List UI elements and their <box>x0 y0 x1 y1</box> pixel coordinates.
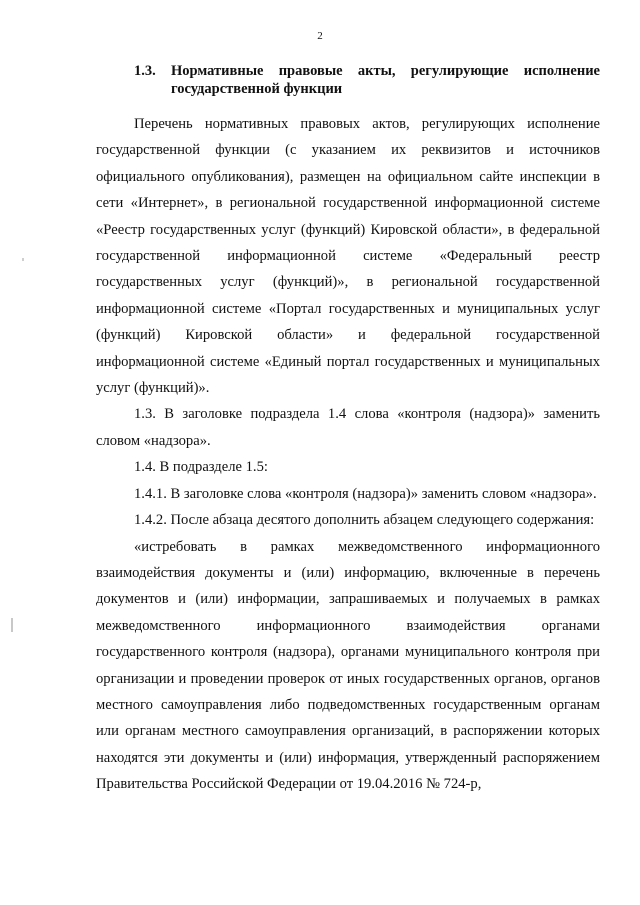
paragraph-amendment-1-4-1: 1.4.1. В заголовке слова «контроля (надзора)» заменить словом «надзора». <box>134 485 597 502</box>
document-body <box>96 111 600 798</box>
section-heading-number: 1.3. <box>134 63 156 79</box>
scan-artifact <box>22 258 24 261</box>
paragraph-amendment-1-3: 1.3. В заголовке подраздела 1.4 слова «контроля (надзора)» заменить словом «надзора». <box>96 406 600 449</box>
page-number: 2 <box>317 30 323 42</box>
scan-artifact <box>11 618 13 632</box>
paragraph-amendment-1-4: 1.4. В подразделе 1.5: <box>134 459 268 476</box>
section-heading-title: Нормативные правовые акты, регулирующие исполнение государственной функции <box>171 63 600 97</box>
paragraph-quoted-addition: «истребовать в рамках межведомственного информационного взаимодействия документы и (или) информацию, включенные в перечень документов и (или) информации, запрашиваемых и получаемых в рамках межведомственного информационного взаимодействия органами государственного контроля (надзора), органами муниципального контроля при организации и проведении проверок от иных государственных органов, органов местного самоуправления либо подведомственных государственным органам или органам местного самоуправления организаций, в распоряжении которых находятся эти документы и (или) информация, утвержденный распоряжением Правительства Российской Федерации от 19.04.2016 № 724-р, <box>96 538 600 793</box>
paragraph-amendment-1-4-2: 1.4.2. После абзаца десятого дополнить абзацем следующего содержания: <box>134 512 595 529</box>
section-heading <box>134 62 600 98</box>
paragraph-legal-acts-list: Перечень нормативных правовых актов, регулирующих исполнение государственной функции (с указанием их реквизитов и источников официального опубликования), размещен на официальном сайте инспекции в сети «Интернет», в региональной государственной информационной системе «Реестр государственных услуг (функций) Кировской области», в федеральной государственной информационной системе «Федеральный реестр государственных услуг (функций)», в региональной государственной информационной системе «Портал государственных и муниципальных услуг (функций) Кировской области» и федеральной государственной информационной системе «Единый портал государственных и муниципальных услуг (функций)». <box>96 116 600 397</box>
